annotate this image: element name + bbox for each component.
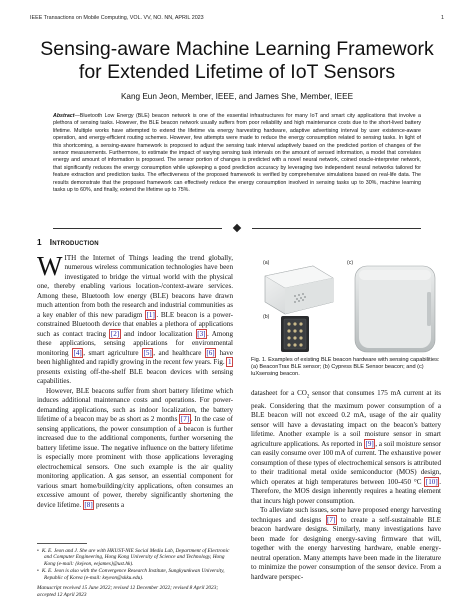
right-paragraph-1 [251,389,441,506]
figure-label-a: (a) [263,260,270,266]
text-run: , and healthcare [153,348,205,357]
intro-paragraph-1 [37,250,234,387]
text-run: to create a self-sustainable BLE beacon hardware designs. Similarly, many investigations have been made for designing energy-saving firmware that will, together with the energy harvesting hardware, enable energy-neutral operation. Many attempts have been made in the literature to minimize the power consumption of the sensor device. From a hardware perspec- [251,515,441,581]
text-run: . Therefore, the MOS design inherently requires a heating element that incurs high power consumption. [251,477,441,505]
cypress-beacon-image [281,316,309,352]
citation-link[interactable]: [1] [146,310,155,319]
text-run: datasheet for a CO [251,389,307,397]
citation-link[interactable]: [3] [197,329,206,338]
text-run: have been highlighted and rapidly growing in the recent few years. Fig. [37,348,234,366]
left-column [37,238,233,510]
citation-link[interactable]: [9] [365,439,374,448]
text-run: sensor that consumes 175 mA current at its peak. Considering that the maximum power consumption of a BLE beacon will not exceed 0.2 mA, usage of the air quality sensor will have a devastating impact on the beacon's battery lifetime. Another example is a soil moisture sensor in smart agriculture applications. As reported in [251,389,441,448]
citation-link[interactable]: [7] [327,515,336,524]
footnote-affiliation-2: • K. E. Jeon is also with the Convergence Research Institute, Sungkyunkwan University, Republic of Korea (e-mail: keyeon@skku.edu). [37,568,233,581]
footnotes [37,543,233,599]
section-heading [37,238,233,248]
citation-link[interactable]: [7] [180,415,190,423]
author-list: Kang Eun Jeon, Member, IEEE, and James She, Member, IEEE [120,92,354,101]
footnote-rule [37,543,87,544]
paper-title [20,38,454,84]
figure-1 [255,252,441,356]
text-run: presents a [94,500,125,509]
title-line-2: for Extended Lifetime of IoT Sensors [78,61,396,83]
running-header [30,15,444,25]
right-paragraph-2 [251,506,441,582]
divider-line-right [252,228,421,229]
abstract-lead: Abstract [53,113,75,119]
figure-illustration [255,252,441,356]
section-divider [53,224,421,232]
text-run: However, BLE beacons suffer from short battery lifetime which induces additional maintenance costs and operations. For power-demanding applications, such as indoor localization, the battery lifetime of a beacon may be as short as 2 months [37,386,233,423]
text-run: . In the case of sensing applications, the power consumption of a beacon is further increased due to the additional components, further worsening the battery lifetime issue. The negative influence on the battery lifetime is especially more prominent with those applications leveraging electrochemical sensors. One such example is the air quality monitoring application. A gas sensor, an essential component for various smart home/building/city applications, often consumes an excessive amount of power, thereby significantly shortening the device lifetime. [37,415,233,509]
figure-caption: Fig. 1. Examples of existing BLE beacon hardware with sensing capabilities: (a) BeaconTrax BLE sensor; (b) Cypress BLE Sensor beacon; and (c) luXsensing beacon. [251,357,440,378]
citation-link[interactable]: [10] [425,477,438,486]
abstract [53,113,421,194]
beacontrax-device-image [265,266,333,314]
text-run: , a soil moisture sensor can easily consume over 100 mA of current. The exhaustive power consumption of these types of electrochemical sensors is attributed to their traditional metal oxide semiconductor (MOS) design, which operates at high temperatures between 100-450 °C [251,439,441,486]
abstract-text: —Bluetooth Low Energy (BLE) beacon network is one of the essential infrastructures for many IoT and smart city applications that involve a plethora of sensing tasks. However, the BLE beacon network usually suffers from poor reliability and high maintenance costs due to the short-lived battery lifetime. Multiple works have attempted to extend the lifetime via energy harvesting hardware, adaptive advertising interval by user existence-aware operation, and energy-efficient routing schemes. However, few attempts were made to reduce the energy consumption related to sensing tasks. In light of this shortcoming, a sensing-aware framework is proposed to adjust the sensing task interval adaptively based on the predicted portion of changes of the sensor measurements. Furthermore, to estimate the impact of varying sensing task intervals on the amount of sensed information, a model that correlates energy and amount of information is proposed. The sensor portion of changes is predicted with a novel neural network, coined oracle-interpreter network, that significantly reduces the energy consumption while upkeeping a good prediction accuracy by leveraging two independent neural networks tailored for feature extraction and prediction tasks. The effectiveness of the proposed framework is verified by comprehensive simulations based on real-life data. The results demonstrate that the proposed framework can effectively reduce the energy consumption involved in sensing tasks up to 30%, machine learning tasks up to 60%, and finally, extend the lifetime up to 75%. [53,113,421,194]
citation-link[interactable]: [6] [206,348,215,357]
section-title-text: Introduction [49,238,99,247]
citation-link[interactable]: [2] [110,329,120,338]
text-run: . BLE beacon is a power-constrained Bluetooth device that enables a plethora of applications such as contact tracing [37,310,233,338]
drop-cap: W [37,250,63,281]
section-number: 1 [37,238,42,247]
citation-link[interactable]: [8] [84,500,93,509]
text-run: To alleviate such issues, some have proposed energy harvesting techniques and designs [251,506,441,524]
journal-name: IEEE Transactions on Mobile Computing, VOL. VV, NO. NN, APRIL 2023 [30,15,204,21]
text-run: . Among these applications, sensing applications for environmental monitoring [37,329,233,357]
text-run: presents existing off-the-shelf BLE beacon devices with sensing capabilities. [37,367,233,385]
figure-link[interactable]: 1 [227,358,232,366]
citation-link[interactable]: [5] [143,348,152,357]
diamond-ornament-icon [233,224,241,232]
page-number: 1 [441,15,444,21]
title-line-1: Sensing-aware Machine Learning Framework [40,38,434,60]
text-run: and indoor localization [120,329,196,338]
right-column [251,389,441,582]
text-run: ITH the Internet of Things leading the trend globally, numerous wireless communication technologies have been investigated to bridge the virtual world with the physical one, thereby enabling various location-/context-aware services. Among these, Bluetooth low energy (BLE) beacons have drawn much attention from both the research and industrial communities as a key enabler of this new paradigm [37,253,233,319]
figure-label-c: (c) [347,260,354,266]
subscript: 2 [306,394,310,400]
footnote-affiliation-1: • K. E. Jeon and J. She are with HKUST-NIE Social Media Lab, Department of Electronic and Computer Engineering, Hong Kong University of Science and Technology, Hong Kong (e-mail: {kejeon, eejames}@ust.hk). [37,548,233,568]
figure-label-b: (b) [263,314,270,320]
luxsensing-beacon-image [355,266,435,352]
divider-line-left [53,228,222,229]
text-run: , smart agriculture [83,348,142,357]
intro-paragraph-2 [37,387,233,511]
citation-link[interactable]: [4] [73,348,82,357]
manuscript-dates: Manuscript received 15 June 2022; revised 12 December 2022; revised 8 April 2023; accepted 12 April 2023 [37,585,219,599]
